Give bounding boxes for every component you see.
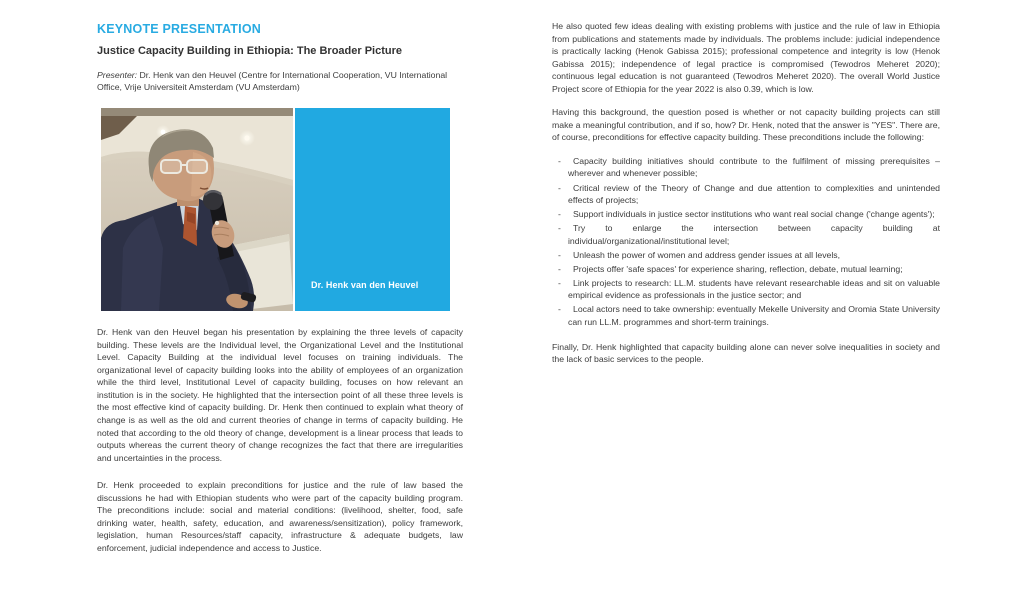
presenter-text: Dr. Henk van den Heuvel (Centre for International Cooperation, VU International Office, Vrije Universiteit Amsterdam (VU Amsterdam) <box>97 70 448 92</box>
bullet-marker: - <box>558 223 561 234</box>
list-item-text: Capacity building initiatives should contribute to the fulfilment of missing prerequisites – wherever and whenever possible; <box>568 155 940 179</box>
list-item <box>552 263 940 276</box>
list-item-text: Unleash the power of women and address gender issues at all levels, <box>573 249 841 260</box>
bullet-marker: - <box>558 155 561 166</box>
body-paragraph: Dr. Henk van den Heuvel began his presentation by explaining the three levels of capacity building. These levels are the Individual level, the Organizational Level and the Institutional Level. Capacity Building at the individual level focuses on training individuals. The organizational level of capacity building looks into the ability of employees of an organization while the third level, Institutional Level of capacity building, focuses on how relevant an institution is in the society. He highlighted that the intersection point of all these three levels is the most effective kind of capacity building. Dr. Henk then continued to explain what theory of change is as well as the old and current theories of change in terms of capacity building. He noted that according to the old theory of change, development is a linear process that leads to outputs whereas the current theory of change recognizes the fact that there are irregularities and uncertainties in the process. <box>97 327 463 463</box>
list-item <box>552 249 940 262</box>
bullet-marker: - <box>558 182 561 193</box>
list-item <box>552 182 940 207</box>
photo-caption: Dr. Henk van den Heuvel <box>311 280 419 291</box>
section-kicker: KEYNOTE PRESENTATION <box>97 22 261 36</box>
bullet-marker: - <box>558 304 561 315</box>
closing-paragraph: Finally, Dr. Henk highlighted that capacity building alone can never solve inequalities in society and the lack of basic services to the people. <box>552 341 940 365</box>
list-item <box>552 222 940 247</box>
bullet-marker: - <box>558 263 561 274</box>
list-item <box>552 155 940 180</box>
list-item <box>552 208 940 221</box>
list-item-text: Try to enlarge the intersection between capacity building at individual/organizational/institutional level; <box>568 223 940 246</box>
speaker-photo <box>101 108 293 311</box>
body-paragraph: Dr. Henk proceeded to explain preconditions for justice and the rule of law based the discussions he had with Ethiopian students who were part of the capacity building program. The preconditions include: social and material conditions: (livelihood, shelter, food, safe drinking water, health, safety, education, and awareness/sensitization), policy framework, legislation, human Resources/staff capacity, infrastructure & adequate budgets, law enforcement, judicial independence and access to Justice. <box>97 480 463 553</box>
list-item <box>552 303 940 328</box>
right-column <box>552 20 940 377</box>
body-paragraph: Having this background, the question posed is whether or not capacity building projects can still make a meaningful contribution, and if so, how? Dr. Henk, noted that the answer is "YES". There are, of course, preconditions for effective capacity building. These preconditions include the following: <box>552 107 940 143</box>
left-column <box>97 22 463 565</box>
bullet-marker: - <box>558 277 561 288</box>
preconditions-list <box>552 155 940 329</box>
bullet-marker: - <box>558 209 561 220</box>
bullet-marker: - <box>558 249 561 260</box>
list-item <box>552 277 940 302</box>
body-paragraph: He also quoted few ideas dealing with existing problems with justice and the rule of law in Ethiopia from publications and statements made by individuals. The problems include: judicial independence is practically lacking (Henok Gabissa 2015); professional competence and integrity is low (Henok Gabissa 2015); independence of legal practice is compromised (Tewodros Meheret 2020); continuous legal education is not guaranteed (Tewodros Meheret 2020). The overall World Justice Project score of Ethiopia for the year 2022 is also 0.39, which is low. <box>552 21 940 94</box>
list-item-text: Critical review of the Theory of Change and due attention to complexities and unintended effects of projects; <box>568 182 940 206</box>
photo-caption-panel <box>295 108 450 311</box>
list-item-text: Link projects to research: LL.M. students have relevant researchable ideas and sit on valuable empirical evidence as professionals in the justice sector; and <box>568 277 940 301</box>
presenter-line <box>97 70 463 93</box>
list-item-text: Support individuals in justice sector institutions who want real social change ('change agents'); <box>573 209 935 220</box>
list-item-text: Projects offer 'safe spaces' for experience sharing, reflection, debate, mutual learning; <box>573 263 903 274</box>
article-title: Justice Capacity Building in Ethiopia: The Broader Picture <box>97 45 402 57</box>
presenter-label: Presenter: <box>97 70 138 80</box>
speaker-photo-illustration <box>101 108 293 311</box>
speaker-figure <box>101 108 463 311</box>
list-item-text: Local actors need to take ownership: eventually Mekelle University and Oromia State University can run LL.M. programmes and short-term trainings. <box>568 304 940 327</box>
